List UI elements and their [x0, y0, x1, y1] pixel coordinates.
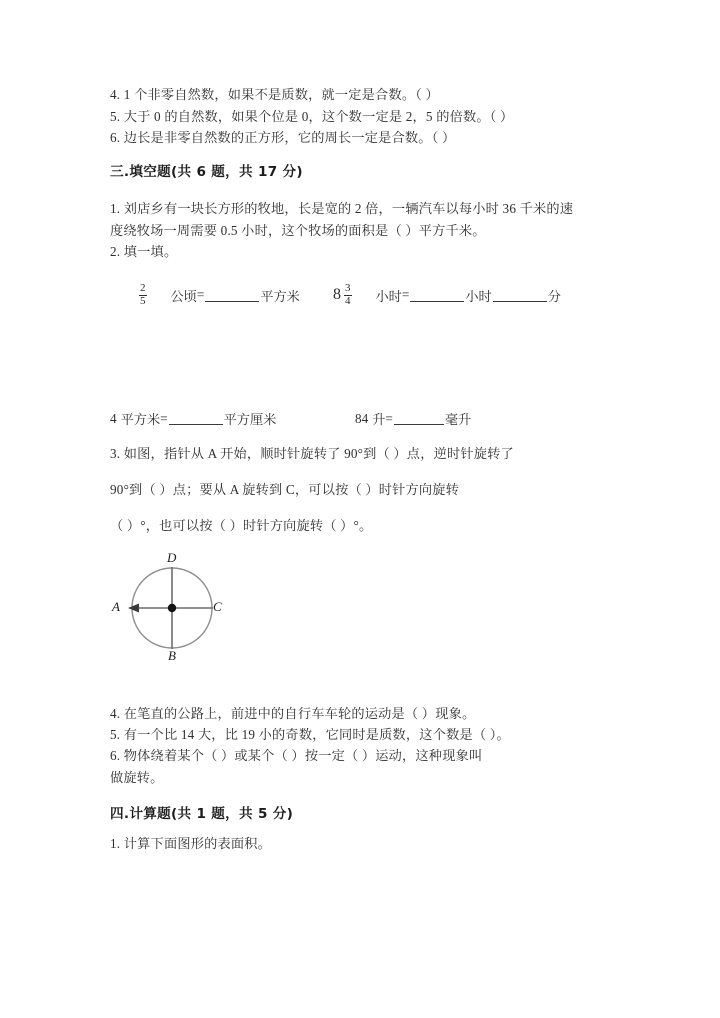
fill-question-3-line-1: 3. 如图，指针从 A 开始，顺时针旋转了 90°到（ ）点，逆时针旋转了 — [110, 446, 514, 461]
conversion-unit-to-1: 小时 — [465, 288, 492, 304]
conversion-sqm-to-sqcm — [110, 409, 276, 428]
answer-blank[interactable] — [394, 412, 444, 425]
conversion-unit-to: 毫升 — [444, 412, 472, 427]
fill-question-4 — [110, 703, 475, 725]
conversion-unit-from: 平方米 — [120, 412, 161, 427]
fill-question-1-line-2: 度绕牧场一周需要 0.5 小时，这个牧场的面积是（ ）平方千米。 — [110, 222, 486, 238]
fraction-numerator: 3 — [345, 282, 351, 294]
conversion-equals: = — [401, 287, 410, 303]
fill-question-1-line-1: 1. 刘店乡有一块长方形的牧地，长是宽的 2 倍，一辆汽车以每小时 36 千米的速 — [110, 201, 574, 216]
figure-label-B: B — [168, 648, 176, 663]
section-three-heading — [110, 160, 303, 180]
fraction-two-fifths — [139, 283, 147, 307]
fill-question-5 — [110, 724, 510, 746]
unit-conversion-row-1 — [110, 283, 612, 329]
conversion-unit-from: 升 — [372, 412, 386, 427]
fill-question-3 — [110, 436, 514, 544]
fill-question-1 — [110, 198, 573, 241]
fill-question-6 — [110, 745, 482, 788]
conversion-unit-to: 平方厘米 — [223, 412, 277, 427]
conversion-unit-from: 小时 — [375, 288, 402, 304]
conversion-unit-to: 平方米 — [260, 288, 300, 304]
section-four-heading-text: 四.计算题(共 1 题，共 5 分) — [110, 806, 294, 822]
true-false-item-5: 5. 大于 0 的自然数，如果个位是 0，这个数一定是 2，5 的倍数。（ ） — [110, 108, 514, 124]
calc-question-1-text: 1. 计算下面图形的表面积。 — [110, 836, 272, 851]
fill-question-5-text: 5. 有一个比 14 大，比 19 小的奇数，它同时是质数，这个数是（ ）。 — [110, 727, 510, 742]
fill-question-2-label — [110, 241, 177, 263]
fill-question-4-text: 4. 在笔直的公路上，前进中的自行车车轮的运动是（ ）现象。 — [110, 706, 476, 721]
true-false-item-6: 6. 边长是非零自然数的正方形，它的周长一定是合数。（ ） — [110, 130, 456, 145]
calc-question-1 — [110, 833, 271, 855]
conversion-unit-from: 公顷 — [170, 288, 197, 304]
section-three-heading-text: 三.填空题(共 6 题，共 17 分) — [110, 164, 303, 180]
figure-label-A: A — [112, 599, 120, 614]
figure-label-C: C — [213, 599, 222, 614]
true-false-item-4: 4. 1 个非零自然数，如果不是质数，就一定是合数。（ ） — [110, 87, 439, 102]
conversion-equals: = — [385, 410, 393, 426]
figure-label-D: D — [167, 550, 177, 565]
center-point-dot — [168, 604, 176, 612]
section-four-heading — [110, 802, 293, 822]
fill-question-3-line-3: （ ）°，也可以按（ ）时针方向旋转（ ）°。 — [110, 518, 373, 533]
fraction-numerator: 2 — [140, 282, 146, 294]
figure-wrapper — [110, 548, 240, 673]
circle-rotation-figure — [110, 548, 240, 673]
conversion-liters-to-milliliters — [355, 409, 471, 428]
conversion-equals: = — [196, 287, 205, 303]
arrowhead-icon — [128, 604, 139, 613]
fill-question-6-line-1: 6. 物体绕着某个（ ）或某个（ ）按一定（ ）运动，这种现象叫 — [110, 748, 483, 763]
fill-question-6-line-2: 做旋转。 — [110, 769, 164, 785]
mixed-number-eight-three-quarters — [333, 283, 354, 307]
fill-question-2-label-text: 2. 填一填。 — [110, 244, 178, 259]
conversion-hours-to-hours-minutes — [333, 283, 561, 307]
conversion-value: 84 — [355, 410, 369, 426]
answer-blank[interactable] — [169, 412, 223, 425]
fill-question-3-line-2: 90°到（ ）点；要从 A 旋转到 C，可以按（ ）时针方向旋转 — [110, 482, 460, 497]
fraction-three-quarters — [344, 283, 352, 307]
answer-blank[interactable] — [205, 289, 259, 302]
answer-blank-hours[interactable] — [410, 289, 464, 302]
conversion-hectare-to-sqm — [137, 283, 300, 307]
true-false-question-group — [110, 84, 513, 149]
conversion-value: 4 — [110, 410, 117, 426]
fraction-denominator: 4 — [345, 294, 351, 307]
worksheet-content — [110, 0, 612, 851]
conversion-equals: = — [160, 410, 168, 426]
answer-blank-minutes[interactable] — [493, 289, 547, 302]
conversion-unit-to-2: 分 — [547, 288, 561, 304]
mixed-whole-part: 8 — [333, 286, 341, 304]
fraction-denominator: 5 — [140, 294, 146, 307]
